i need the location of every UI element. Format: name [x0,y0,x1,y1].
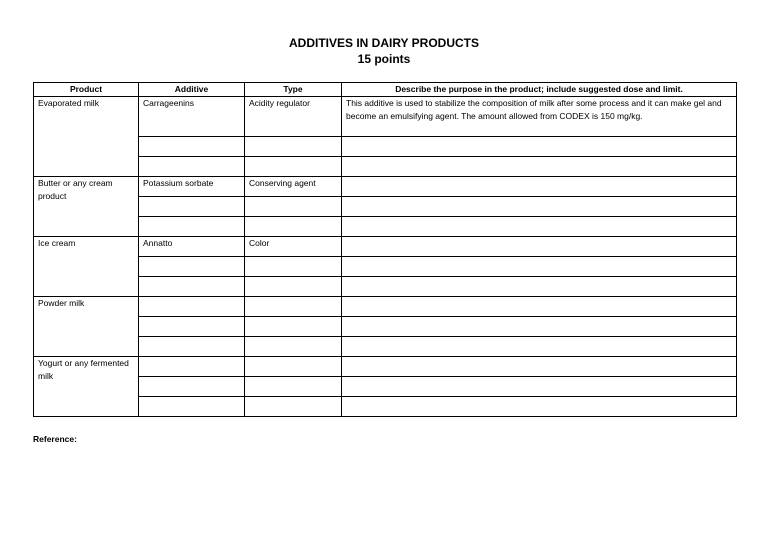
header-additive: Additive [139,83,245,97]
additive-cell: Potassium sorbate [139,177,245,197]
additive-cell [139,157,245,177]
additive-cell [139,357,245,377]
additive-cell [139,257,245,277]
product-cell: Evaporated milk [34,97,139,177]
table-row [34,237,737,257]
table-row [34,257,737,277]
type-cell [245,297,342,317]
reference-label: Reference: [33,434,77,444]
type-cell: Conserving agent [245,177,342,197]
purpose-cell [342,277,737,297]
table-row [34,317,737,337]
type-cell [245,157,342,177]
table-row [34,377,737,397]
table-row [34,97,737,137]
points-subtitle: 15 points [357,52,411,66]
additive-cell [139,337,245,357]
additive-cell [139,277,245,297]
purpose-cell [342,357,737,377]
type-cell: Acidity regulator [245,97,342,137]
purpose-cell [342,337,737,357]
type-cell: Color [245,237,342,257]
table-row [34,277,737,297]
purpose-cell: This additive is used to stabilize the composition of milk after some process and it can make gel and become an emulsifying agent. The amount allowed from CODEX is 150 mg/kg. [342,97,737,137]
header-purpose: Describe the purpose in the product; include suggested dose and limit. [342,83,737,97]
purpose-cell [342,397,737,417]
purpose-cell [342,197,737,217]
additive-cell [139,397,245,417]
type-cell [245,337,342,357]
type-cell [245,317,342,337]
header-type: Type [245,83,342,97]
additive-cell [139,217,245,237]
additive-cell [139,137,245,157]
type-cell [245,217,342,237]
product-cell: Powder milk [34,297,139,357]
product-cell: Butter or any cream product [34,177,139,237]
additive-cell [139,317,245,337]
additive-cell: Carrageenins [139,97,245,137]
table-row [34,197,737,217]
table-row [34,397,737,417]
type-cell [245,257,342,277]
additive-cell: Annatto [139,237,245,257]
product-cell: Ice cream [34,237,139,297]
type-cell [245,357,342,377]
table-row [34,297,737,317]
type-cell [245,137,342,157]
purpose-cell [342,177,737,197]
additive-cell [139,297,245,317]
purpose-cell [342,137,737,157]
additive-cell [139,377,245,397]
additives-table [33,82,737,417]
header-product: Product [34,83,139,97]
type-cell [245,197,342,217]
table-row [34,337,737,357]
purpose-cell [342,297,737,317]
purpose-cell [342,217,737,237]
purpose-cell [342,257,737,277]
type-cell [245,277,342,297]
purpose-cell [342,377,737,397]
table-row [34,137,737,157]
table-row [34,357,737,377]
purpose-cell [342,237,737,257]
table-row [34,177,737,197]
type-cell [245,377,342,397]
product-cell: Yogurt or any fermented milk [34,357,139,417]
purpose-cell [342,317,737,337]
purpose-cell [342,157,737,177]
table-row [34,217,737,237]
document-title: ADDITIVES IN DAIRY PRODUCTS [288,36,480,50]
table-row [34,157,737,177]
type-cell [245,397,342,417]
header-row [34,83,737,97]
additive-cell [139,197,245,217]
